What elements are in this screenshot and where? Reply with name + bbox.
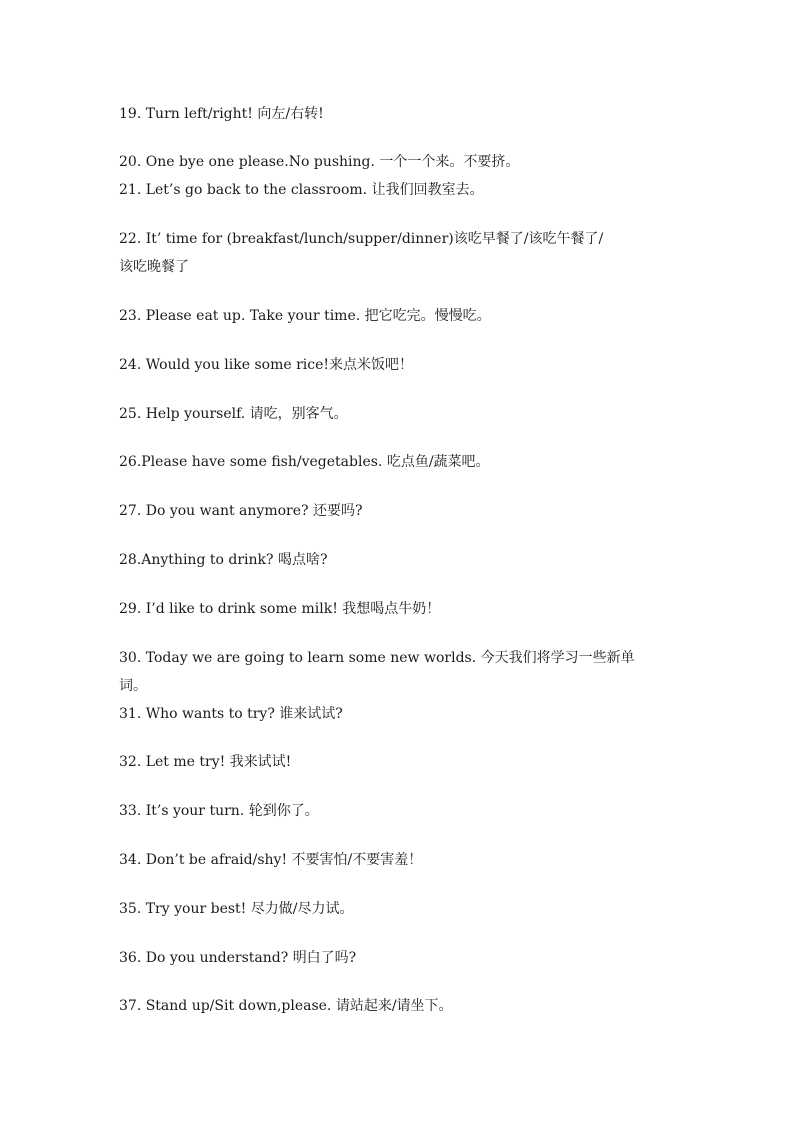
phrase-36: 36. Do you understand? 明白了吗? xyxy=(119,950,357,966)
phrase-35: 35. Try your best! 尽力做/尽力试。 xyxy=(119,901,354,917)
phrase-22: 22. It’ time for (breakfast/lunch/supper/dinner)该吃早餐了/该吃午餐了/ xyxy=(119,231,604,247)
phrase-21: 21. Let’s go back to the classroom. 让我们回教室去。 xyxy=(119,182,484,198)
phrase-23: 23. Please eat up. Take your time. 把它吃完。慢慢吃。 xyxy=(119,308,491,324)
phrase-28: 28.Anything to drink? 喝点啥? xyxy=(119,552,328,568)
phrase-25: 25. Help yourself. 请吃，别客气。 xyxy=(119,406,348,422)
phrase-30: 30. Today we are going to learn some new worlds. 今天我们将学习一些新单 xyxy=(119,650,635,666)
phrase-29: 29. I’d like to drink some milk! 我想喝点牛奶！ xyxy=(119,601,441,617)
phrase-26: 26.Please have some fish/vegetables. 吃点鱼/蔬菜吧。 xyxy=(119,454,490,470)
phrase-22-continued: 该吃晚餐了 xyxy=(119,259,189,275)
phrase-20: 20. One bye one please.No pushing. 一个一个来。不要挤。 xyxy=(119,154,520,170)
phrase-37: 37. Stand up/Sit down,please. 请站起来/请坐下。 xyxy=(119,998,453,1014)
phrase-19: 19. Turn left/right! 向左/右转! xyxy=(119,106,324,122)
phrase-27: 27. Do you want anymore? 还要吗? xyxy=(119,503,363,519)
phrase-33: 33. It’s your turn. 轮到你了。 xyxy=(119,803,319,819)
phrase-30-continued: 词。 xyxy=(119,678,147,694)
phrase-32: 32. Let me try! 我来试试! xyxy=(119,754,292,770)
phrase-24: 24. Would you like some rice!来点米饭吧！ xyxy=(119,357,414,373)
phrase-34: 34. Don’t be afraid/shy! 不要害怕/不要害羞！ xyxy=(119,852,423,868)
phrase-31: 31. Who wants to try? 谁来试试? xyxy=(119,706,343,722)
